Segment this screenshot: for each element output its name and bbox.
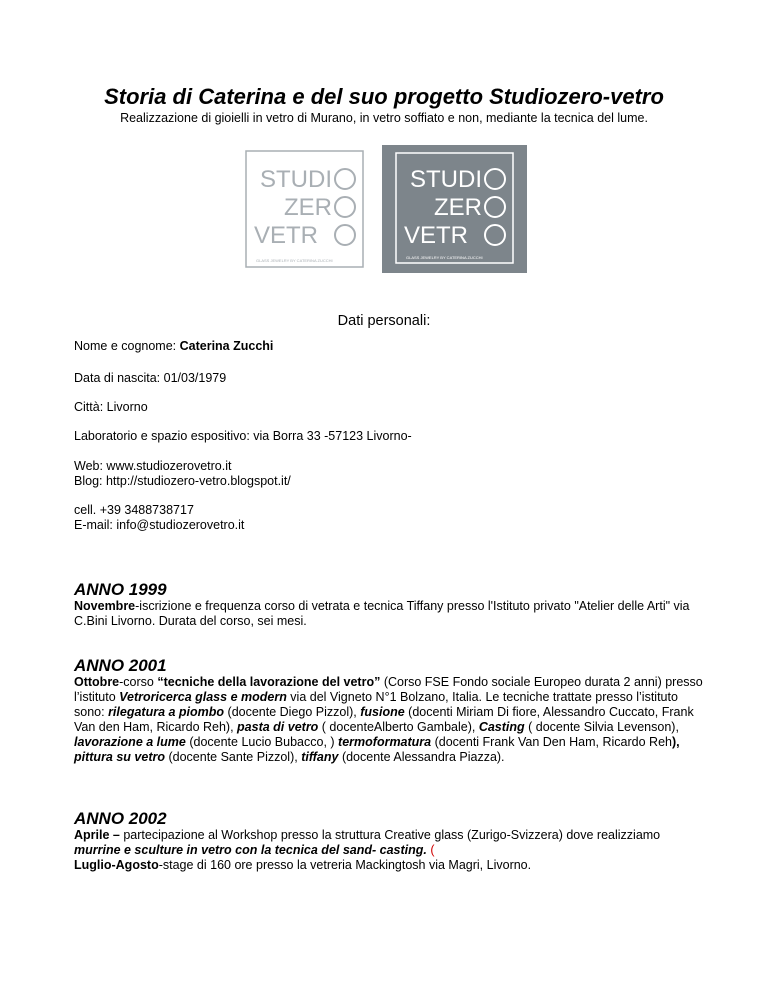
logo-dark-tagline: GLASS JEWELRY BY CATERINA ZUCCHI	[406, 255, 483, 260]
year-2001-text	[74, 675, 704, 765]
logo-light-graphic	[232, 145, 377, 273]
email-line: E-mail: info@studiozerovetro.it	[74, 518, 245, 532]
logo-dark-ring-3	[485, 225, 505, 245]
y2002-bold-1: Aprile –	[74, 828, 120, 842]
name-label: Nome e cognome:	[74, 339, 180, 353]
y2002-text-2: -stage di 160 ore presso la vetreria Mackingtosh via Magri, Livorno.	[158, 858, 532, 872]
y2001-text-1: -corso	[119, 675, 158, 689]
year-1999-text	[74, 599, 704, 629]
studiozero-logo-dark	[382, 145, 527, 273]
y2001-text-2: (Corso FSE Fondo sociale Europeo durata 2 anni) presso l’istituto	[74, 675, 703, 704]
y2001-bi-3: fusione	[360, 705, 405, 719]
y2001-bi-6: lavorazione a lume	[74, 735, 186, 749]
year-1999-heading: ANNO 1999	[74, 580, 167, 599]
y2001-text-8: (docente Lucio Bubacco, )	[185, 735, 339, 749]
y2001-bi-8: pittura su vetro	[74, 750, 165, 764]
web-line: Web: www.studiozerovetro.it	[74, 459, 232, 473]
y2002-red-paren: (	[426, 843, 435, 857]
y2002-bold-2: Luglio-Agosto	[74, 858, 159, 872]
logo-dark-line3: VETR	[404, 222, 469, 249]
logo-dark-line2: ZER	[434, 194, 482, 221]
y2001-bold-1: Ottobre	[74, 675, 120, 689]
y2001-bold-3: ),	[671, 735, 680, 749]
y2001-bi-1: Vetroricerca glass e modern	[119, 690, 287, 704]
logo-dark-line1: STUDI	[410, 166, 482, 193]
logo-dark-graphic	[382, 145, 527, 273]
page-title: Storia di Caterina e del suo progetto Studiozero-vetro	[104, 84, 664, 109]
logo-dark-ring-1	[485, 169, 505, 189]
logo-light-line2: ZER	[284, 194, 332, 221]
logo-light-ring-3	[335, 225, 355, 245]
year-2001-heading: ANNO 2001	[74, 656, 167, 675]
y2001-text-4: (docente Diego Pizzol),	[224, 705, 361, 719]
y2001-text-9: (docenti Frank Van Den Ham, Ricardo Reh	[431, 735, 672, 749]
y2001-bi-4: pasta di vetro	[237, 720, 319, 734]
logo-light-line1: STUDI	[260, 166, 332, 193]
y2001-bi-7: termoformatura	[338, 735, 432, 749]
studiozero-logo-light	[232, 145, 377, 273]
y2002-bi-1: murrine e sculture in vetro con la tecnica del sand- casting.	[74, 843, 427, 857]
name-line	[74, 339, 273, 354]
y2001-text-3: via del Vigneto N°1 Bolzano, Italia. Le tecniche trattate presso l’istituto sono:	[74, 690, 678, 719]
blog-line: Blog: http://studiozero-vetro.blogspot.it/	[74, 474, 291, 488]
year-2002-text	[74, 828, 704, 873]
logo-light-ring-1	[335, 169, 355, 189]
y2001-bi-9: tiffany	[301, 750, 339, 764]
y2001-bi-2: rilegatura a piombo	[108, 705, 225, 719]
y2001-text-11: (docente Alessandra Piazza).	[338, 750, 505, 764]
y2001-text-6: ( docenteAlberto Gambale),	[318, 720, 479, 734]
logo-light-ring-2	[335, 197, 355, 217]
lab-line: Laboratorio e spazio espositivo: via Borra 33 -57123 Livorno-	[74, 429, 412, 443]
y2001-text-7: ( docente Silvia Levenson),	[524, 720, 679, 734]
y1999-text-1: -iscrizione e frequenza corso di vetrata e tecnica Tiffany presso l'Istituto privato "Atelier delle Arti" via C.Bini Livorno. Durata del corso, sei mesi.	[74, 599, 690, 628]
personal-data-heading: Dati personali:	[337, 313, 431, 329]
y1999-bold-1: Novembre	[74, 599, 136, 613]
y2002-text-1: partecipazione al Workshop presso la struttura Creative glass (Zurigo-Svizzera) dove realizziamo	[119, 828, 661, 842]
page-subtitle: Realizzazione di gioielli in vetro di Murano, in vetro soffiato e non, mediante la tecnica del lume.	[120, 111, 648, 125]
birth-line: Data di nascita: 01/03/1979	[74, 371, 227, 385]
name-value: Caterina Zucchi	[179, 339, 274, 353]
logo-dark-ring-2	[485, 197, 505, 217]
y2001-text-10: (docente Sante Pizzol),	[165, 750, 302, 764]
logo-light-tagline: GLASS JEWELRY BY CATERINA ZUCCHI	[256, 258, 333, 263]
year-2002-heading: ANNO 2002	[74, 809, 167, 828]
y2001-bi-5: Casting	[478, 720, 525, 734]
y2001-bold-2: “tecniche della lavorazione del vetro”	[157, 675, 381, 689]
logo-light-line3: VETR	[254, 222, 319, 249]
city-line: Città: Livorno	[74, 400, 148, 414]
y2001-text-5: (docenti Miriam Di fiore, Alessandro Cuccato, Frank Van den Ham, Ricardo Reh),	[74, 705, 694, 734]
cell-line: cell. +39 3488738717	[74, 503, 194, 517]
